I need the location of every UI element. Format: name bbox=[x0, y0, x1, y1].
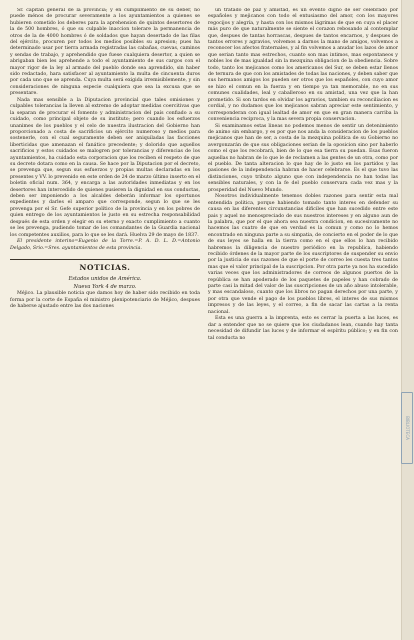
signature: El presidente interino=Eugenio de la Torre.=P. A. D. L. D.=Antonio Delgado, Srio.=Sres. ayuntamientos de esta provincia. bbox=[10, 239, 200, 251]
page-edge bbox=[401, 0, 414, 640]
paragraph: Si examinamos estas lineas no podemos menos de sentir un detenimiento de animo sin embargo, y es por que nos anda la consideracion de los pueblos mejicanos que han de ser, a costa de la mezquina politica de su Gobierno no avergonzarán de que sus obligaciones serian de la oposicion sino por haberlo como el que los recobrará, bien de lo que esa tierra su puedan. Esas fueron aquellas no habran de lo que le de reclamen a las gentes de un otra, como por el pueblo. De tanta alteracion lo que hay de lo justo en los partidos y las pasiones de la independencia habran de hacer celebrarse. Es el que tuvo las distinciones, cuyo tributo alguno que con independencia no han todas las sensibles naturales, y con la fe del pueblo conservara cada vez mas y la prosperidad del Nuevo Mundo. bbox=[208, 123, 398, 193]
section-divider bbox=[10, 259, 200, 260]
section-heading: NOTICIAS. bbox=[79, 263, 131, 273]
left-column bbox=[10, 8, 200, 632]
paragraph: Sr. capitan general de la provincia; y en cumplimiento de su deber, no puede ménos de procurar severamente a los ayuntamientos a quienes se hubieren cometido los deberes para la aprehension de quintos desertores de la de 500 hombres, ó que su culpable inaccion tolerare la permanencia de otros de la de 4000 hombres ó de soldados que hayan desertado de las filas del ejército, procuren por todos los medios posibles su apresion; pues ha determinado usar por tierra armada registradas las cabañas, cuevas, caminos y sendas de trabajo, y aprehendido que fuese cualquiera desertor, a quien se abrigaban bien les aprehende a todo el ayuntamiento de sus cargos con el mayor rigor de la ley al armado del pueblo donde sea aprendido, sin haber sido redactado, hara satisfacer al ayuntamiento la multa de cincuenta duros por cada uno que se aprenda. Cuya multa será exigida irremisiblemente, y sin consideraciones de ninguna especie cualquiera que sea la excusa que se presentare. bbox=[10, 8, 200, 97]
library-stamp bbox=[401, 392, 413, 464]
paragraph: Nosotros individualmente tenemos dobles razones para sentir esta mal entendida politica, porque habiendo tomado tanto interes en defender su causa en las diferentes circunstancias dificiles que han sucedido entre este pais y aquel no menospreciado de sus nuestros intereses y en alguno aun de la palabra, que por el que ahora sea nuestra condicion, en sucesivamente no hacemos las cuatro de que en verdad es la comun y como no lo hemos encontrado en ninguna parte a su simpatia, de concierto en el poder de lo que de sus leyes se halla en la tierra como en el que ellos lo han recibido habremos la diligencia de nuestro periódico en la republica, habiendo recibido órdenes de la mayor parte de los suscriptores de suspender su envio por la justicia de sus razones de que el porte de correo les cuesta tres tantos mas que el valor principal de la suscripcion. Por otra parte ya nos ha sucedido varias veces que los administradores de correos de algunos puertos de la república se han apoderado de los paquetes de papeles y han cobrado de parte casi la mitad del valor de las suscripciones de un año abuso intolerable, y mas escandaloso, cuanto que los libros no pagan derechos por una parte, y por otra que vende el pago de los pueblos libres, el interes de sus mismos impresos y de las leyes, y el correo, a fin de sacar las cartas a la renta nacional. bbox=[208, 194, 398, 315]
paragraph: Esta es una guerra a la imprenta, esto es cerrar la puerta a las luces, es dar a entender que no se quiere que los ciudadanos lean, cuando hay tanta necesidad de difundir las luces y de informar el espíritu público; y en fin con tal conducta no bbox=[208, 316, 398, 341]
news-origin: Estados unidos de América. bbox=[68, 276, 142, 283]
text-columns bbox=[10, 8, 398, 632]
stamp-text: BIBLIOTECA bbox=[405, 416, 410, 440]
paragraph: un tratado de paz y amistad, es un evento digno de ser celebrado por españoles y mejicanos con todo el entusiasmo del amor, con los mayores regocijos y alegría, y hasta con los mismos lágrimas de que en cuya el placer más puro de que naturalmente se siente el corazon rebosando al contemplar que, despues de tantas horrascas, despues de tantos encarnos, y despues de tantos errores y agravios, volvemos a darnos la mano de amigos, volvemos a reconocer los afectos fraternales, y al fin volvemos a anudar los lazos de amor que serian tanto mas estrechos, cuanto son mas intimos, mas espontaneos y nobles los de mas igualdad sin la mezquina obligacion de la obediencia. Sobre todo, tanto los mejicanos como los americanos del Sur, se deben estar llenos de ternura de que con los amistades de todas las naciones, y deben saber que sus hermanos amigos los pueden ser otros que los españoles, con cuyo amor se hizo el comun en la fuerza y en tiempo ya tan memorable, no en sus comunes cualidades, leal y caballeroso en su amistad, una vez que la han prometido. Si son tardos en olvidar los agravios, tambien su reconciliacion es cordial, y no dudamos que los mejicanos sabran apreciar este sentimiento, y corresponderan con igual lealtad de amor en que en gran manera carriba la conveniencia reciproca, y la mas severa propia conservacion. bbox=[208, 8, 398, 122]
news-paragraph: Méjico. La plausible noticia que damos hoy de haber sido recibido en toda forma por la corte de España el ministro plenipotenciario de Méjico, despues de haberse ajustado entre las dos naciones bbox=[10, 291, 200, 310]
news-dateline: Nueva York 4 de marzo. bbox=[73, 283, 137, 290]
paragraph: Nada mas sensible a la Diputacion provincial que tales omisiones y culpables tolerancias la lleven al extremo de adoptar medidas coercitivas que la separan de procurar el fomento y administracion del país confiado a su cuidado, como principal objeto de su instituto; pero cuando los esfuerzos unanimes de los pueblos y el celo de nuestra ilustracion del Gobierno han proporcionado a costa de sacrificios un ejército numeroso y medios para sostenerle, con el cual seguramente deben ser aniquiladas las facciones liberticidas que amenazan el fanático precedente; y dolorido que aquellos sacrificios y estos cuidados se malogren por tolerancias y diferencias de los ayuntamientos, ha cuidado esta corporacion que los reciben el respeto de que su decreto dotara como en la causa. Se hace por la Diputacion por el decreto, se prevenga que, segun sus esfuerzos y propias multas declaradas en los presentes y VV. lo prevenido en este orden de 24 de marzo último inserto en el boletin oficial num. 364, y encarga a las autoridades inmediatas y en los desertores han intercedido de quienes pusieren la dignidad en sus conductas, deben ser imponiendo a los alcaldes deberán informar los oportunos expedientes y darles el amparo que corresponde, segun lo que se les prevenga por el Sr. Gefe superior político de la provincia y en los pobres de quien entrego de los ayuntamientos le justo en su estrecha responsabilidad después de esta orden y elegir en su eterno y exacto cumplimiento a cuanto se les prevenga, pudiendo tomar de los comandantes de la Guardia nacional los competentes auxilios, para lo que se les dará. Huelva 29 de mayo de 1837. bbox=[10, 97, 200, 238]
right-column bbox=[208, 8, 398, 632]
